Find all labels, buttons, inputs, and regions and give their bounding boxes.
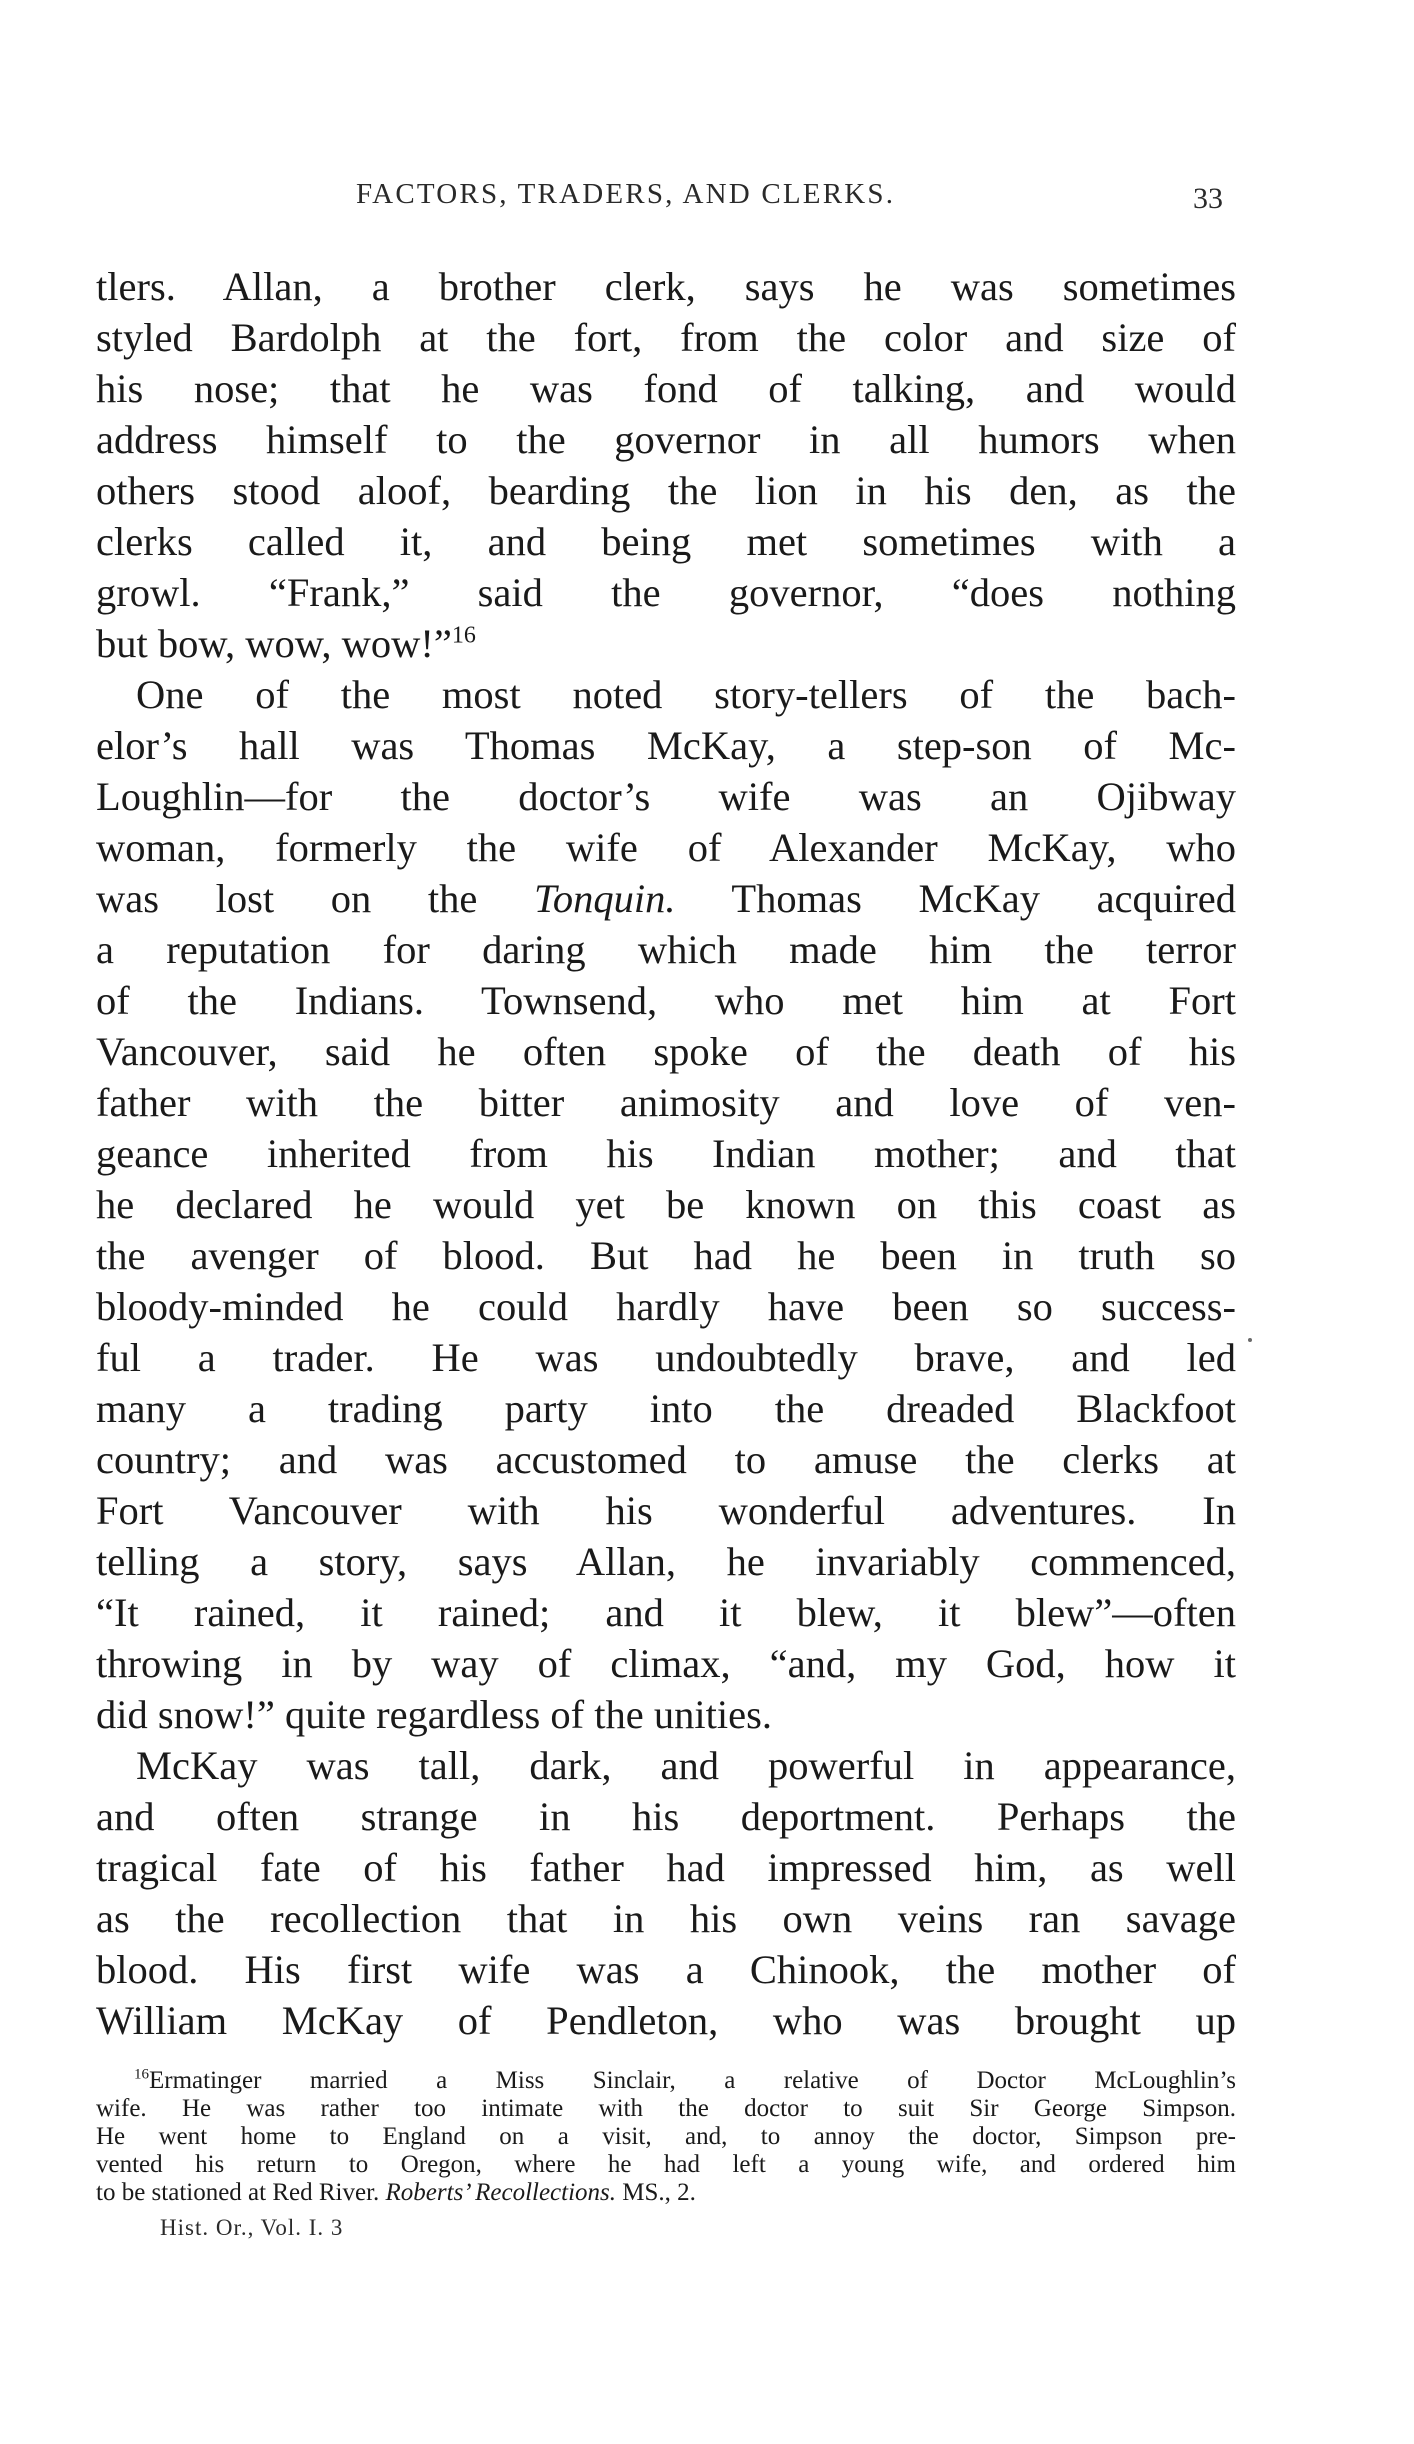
footnote-line <box>96 2067 1236 2095</box>
text-line: Loughlin—for the doctor’s wife was an Ojibway <box>96 774 1236 819</box>
text-line: as the recollection that in his own veins ran savage <box>96 1896 1236 1941</box>
text-line-content: was lost on the <box>96 876 535 921</box>
ship-name: Tonquin. <box>534 876 676 921</box>
text-line: father with the bitter animosity and love of ven- <box>96 1080 1236 1125</box>
signature-mark: Hist. Or., Vol. I. 3 <box>160 2215 344 2240</box>
text-line: address himself to the governor in all humors when <box>96 417 1236 462</box>
text-line: McKay was tall, dark, and powerful in appearance, <box>136 1743 1236 1788</box>
text-line: country; and was accustomed to amuse the clerks at <box>96 1437 1236 1482</box>
text-line: tlers. Allan, a brother clerk, says he was sometimes <box>96 264 1236 309</box>
text-line: did snow!” quite regardless of the unities. <box>96 1692 772 1737</box>
footnote-line: vented his return to Oregon, where he had left a young wife, and ordered him <box>96 2151 1236 2178</box>
text-line: others stood aloof, bearding the lion in his den, as the <box>96 468 1236 513</box>
text-line: blood. His first wife was a Chinook, the mother of <box>96 1947 1236 1992</box>
footnote-source-title: Roberts’ Recollections. <box>385 2179 617 2206</box>
footnote-line: wife. He was rather too intimate with the doctor to suit Sir George Simpson. <box>96 2095 1236 2122</box>
text-line: tragical fate of his father had impressed him, as well <box>96 1845 1236 1890</box>
text-line: of the Indians. Townsend, who met him at Fort <box>96 978 1236 1023</box>
text-line: William McKay of Pendleton, who was brought up <box>96 1998 1236 2043</box>
text-line-content: Thomas McKay acquired <box>675 876 1237 921</box>
text-line: throwing in by way of climax, “and, my God, how it <box>96 1641 1236 1686</box>
footnote-line <box>96 2179 1236 2207</box>
text-line <box>96 618 1236 669</box>
text-line: clerks called it, and being met sometimes with a <box>96 519 1236 564</box>
text-line: the avenger of blood. But had he been in truth so <box>96 1233 1236 1278</box>
text-line: and often strange in his deportment. Perhaps the <box>96 1794 1236 1839</box>
text-line: “It rained, it rained; and it blew, it blew”—often <box>96 1590 1236 1635</box>
text-line: telling a story, says Allan, he invariably commenced, <box>96 1539 1236 1584</box>
text-line: many a trading party into the dreaded Blackfoot <box>96 1386 1236 1431</box>
running-title: FACTORS, TRADERS, AND CLERKS. <box>356 178 896 210</box>
page-number: 33 <box>1193 182 1223 215</box>
text-line: One of the most noted story-tellers of the bach- <box>136 672 1236 717</box>
text-line: his nose; that he was fond of talking, and would <box>96 366 1236 411</box>
text-line: growl. “Frank,” said the governor, “does nothing <box>96 570 1236 615</box>
body-text <box>96 261 1236 2046</box>
footnote-line-content: Ermatinger married a Miss Sinclair, a relative of Doctor McLoughlin’s <box>149 2067 1236 2094</box>
text-line: styled Bardolph at the fort, from the color and size of <box>96 315 1236 360</box>
footnote-marker: 16 <box>134 2066 149 2083</box>
paper-speck <box>1248 1338 1252 1342</box>
text-line: Vancouver, said he often spoke of the death of his <box>96 1029 1236 1074</box>
text-line: elor’s hall was Thomas McKay, a step-son of Mc- <box>96 723 1236 768</box>
text-line: woman, formerly the wife of Alexander McKay, who <box>96 825 1236 870</box>
text-line-content: but bow, wow, wow!” <box>96 621 452 666</box>
footnote-reference: 16 <box>451 622 476 649</box>
text-line: he declared he would yet be known on this coast as <box>96 1182 1236 1227</box>
text-line: ful a trader. He was undoubtedly brave, and led <box>96 1335 1236 1380</box>
text-line: a reputation for daring which made him the terror <box>96 927 1236 972</box>
running-head <box>0 178 1414 218</box>
text-line: bloody-minded he could hardly have been so success- <box>96 1284 1236 1329</box>
footnote-line: He went home to England on a visit, and, to annoy the doctor, Simpson pre- <box>96 2123 1236 2150</box>
text-line: geance inherited from his Indian mother; and that <box>96 1131 1236 1176</box>
footnote <box>96 2067 1236 2207</box>
text-line: Fort Vancouver with his wonderful adventures. In <box>96 1488 1236 1533</box>
footnote-line-content: to be stationed at Red River. <box>96 2179 386 2206</box>
text-line <box>96 873 1236 924</box>
footnote-source-rest: MS., 2. <box>616 2179 696 2206</box>
